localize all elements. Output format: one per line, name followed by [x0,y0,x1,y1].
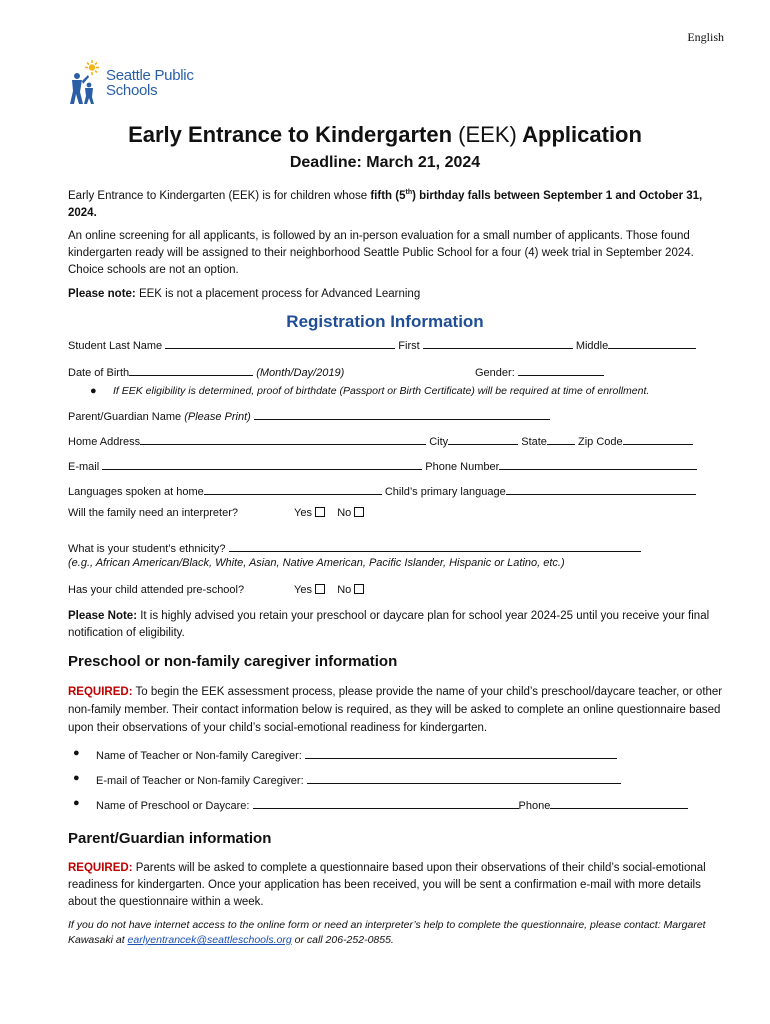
gender-row: Gender: [475,363,604,379]
ethnicity-field[interactable] [229,539,641,552]
contact-email-link[interactable]: earlyentrancek@seattleschools.org [127,934,292,946]
student-name-row: Student Last Name First Middle [68,336,696,352]
ethnicity-examples: (e.g., African American/Black, White, Asian, Native American, Pacific Islander, Hispanic or Latino, etc.) [68,557,565,569]
middle-name-field[interactable] [608,336,696,349]
logo [68,58,194,108]
interpreter-yes-checkbox[interactable] [315,507,325,517]
bullet-icon: ● [73,772,80,784]
bullet-icon: ● [73,747,80,759]
dob-field[interactable] [129,363,253,376]
email-field[interactable] [102,457,422,470]
state-field[interactable] [547,432,575,445]
preschool-question: Has your child attended pre-school? [68,584,245,596]
bullet-icon: ● [73,797,80,809]
parent-name-row: Parent/Guardian Name (Please Print) [68,407,550,423]
school-logo-icon [68,58,102,108]
deadline: Deadline: March 21, 2024 [289,154,481,171]
page-title: Early Entrance to Kindergarten (EEK) Application [128,122,642,147]
teacher-name-row: Name of Teacher or Non-family Caregiver: [96,746,617,762]
interpreter-row: Will the family need an interpreter? [68,507,238,519]
dob-row: Date of Birth (Month/Day/2019) [68,363,344,379]
registration-heading: Registration Information [286,312,484,331]
parent-name-field[interactable] [254,407,550,420]
preschool-yes-checkbox[interactable] [315,584,325,594]
first-name-field[interactable] [423,336,573,349]
teacher-name-field[interactable] [305,746,617,759]
preschool-options: Yes No [294,584,364,596]
preschool-name-row: Name of Preschool or Daycare: Phone [96,796,688,812]
zip-field[interactable] [623,432,693,445]
bullet-icon: ● [90,385,97,397]
intro-paragraph-1: Early Entrance to Kindergarten (EEK) is for children whose fifth (5th) birthday falls between September 1 and October 31, 2024. [68,189,703,219]
intro-paragraph-3: Please note: EEK is not a placement process for Advanced Learning [68,288,421,300]
teacher-email-field[interactable] [307,771,621,784]
interpreter-no-checkbox[interactable] [354,507,364,517]
preschool-phone-field[interactable] [550,796,688,809]
city-field[interactable] [448,432,518,445]
parent-heading: Parent/Guardian information [68,830,272,847]
parent-paragraph: REQUIRED: Parents will be asked to complete a questionnaire based upon their observations of their child’s social-emotional readiness for kindergarten. Once your application has been received, you will be sent a confirmation e-mail with more details about the questionnaire within a week. [68,862,706,908]
primary-language-field[interactable] [506,482,696,495]
phone-field[interactable] [499,457,697,470]
preschool-heading: Preschool or non-family caregiver information [68,653,398,670]
preschool-paragraph: REQUIRED: To begin the EEK assessment process, please provide the name of your child’s preschool/daycare teacher, or other non-family member. Their contact information below is required, as they will be asked to complete an online questionnaire based upon their observations of your child’s social-emotional readiness for kindergarten. [68,686,723,734]
preschool-no-checkbox[interactable] [354,584,364,594]
logo-line-1: Seattle Public [106,67,194,84]
email-row: E-mail Phone Number [68,457,697,473]
gender-field[interactable] [518,363,604,376]
interpreter-options: Yes No [294,507,364,519]
address-row: Home Address City State Zip Code [68,432,693,448]
contact-note: If you do not have internet access to the online form or need an interpreter’s help to complete the questionnaire, please contact: Margaret Kawasaki at earlyentrancek@seattleschools.org or call 206-252-0855. [68,919,706,946]
ethnicity-row: What is your student’s ethnicity? [68,539,641,555]
logo-line-2: Schools [106,82,158,99]
please-note: Please Note: It is highly advised you retain your preschool or daycare plan for school year 2024-25 until you receive your final notification of eligibility. [68,610,710,639]
last-name-field[interactable] [165,336,395,349]
language-label: English [687,30,724,44]
teacher-email-row: E-mail of Teacher or Non-family Caregiver: [96,771,621,787]
intro-paragraph-2: An online screening for all applicants, is followed by an in-person evaluation for a small number of applicants. Those found kindergarten ready will be assigned to their neighborhood Seattle Public School for a four (4) week trial in September 2024. Choice schools are not an option. [68,230,694,276]
home-address-field[interactable] [140,432,426,445]
dob-note: If EEK eligibility is determined, proof of birthdate (Passport or Birth Certificate) will be required at time of enrollment. [113,385,650,397]
languages-field[interactable] [204,482,382,495]
preschool-name-field[interactable] [253,796,519,809]
languages-row: Languages spoken at home Child’s primary language [68,482,696,498]
